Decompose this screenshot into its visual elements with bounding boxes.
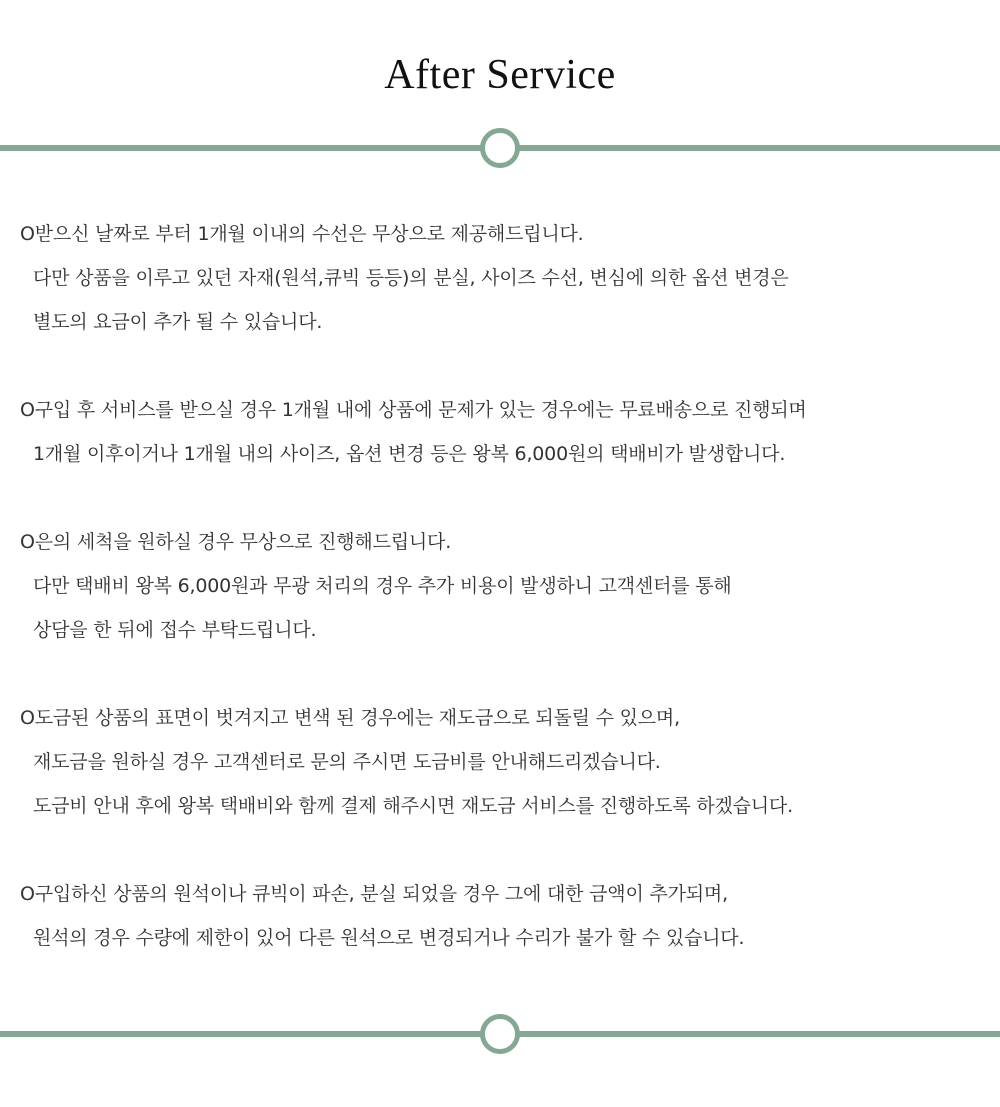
after-service-content [20,212,990,1004]
circle-ornament-icon [480,128,520,168]
page-title: After Service [384,52,616,98]
policy-line: 도금비 안내 후에 왕복 택배비와 함께 결제 해주시면 재도금 서비스를 진행하도록 하겠습니다. [33,795,793,817]
policy-line: 다만 택배비 왕복 6,000원과 무광 처리의 경우 추가 비용이 발생하니 고객센터를 통해 [33,575,732,597]
top-divider [0,128,1000,168]
policy-line: O구입하신 상품의 원석이나 큐빅이 파손, 분실 되었을 경우 그에 대한 금액이 추가되며, [20,883,728,905]
policy-line: 상담을 한 뒤에 접수 부탁드립니다. [33,619,317,641]
policy-section-4 [20,696,990,828]
policy-line: O은의 세척을 원하실 경우 무상으로 진행해드립니다. [20,531,452,553]
policy-line: 재도금을 원하실 경우 고객센터로 문의 주시면 도금비를 안내해드리겠습니다. [33,751,661,773]
policy-section-2 [20,388,990,476]
policy-line: O받으신 날짜로 부터 1개월 이내의 수선은 무상으로 제공해드립니다. [20,223,584,245]
circle-ornament-icon [480,1014,520,1054]
policy-line: 1개월 이후이거나 1개월 내의 사이즈, 옵션 변경 등은 왕복 6,000원의 택배비가 발생합니다. [33,443,786,465]
policy-line: 다만 상품을 이루고 있던 자재(원석,큐빅 등등)의 분실, 사이즈 수선, 변심에 의한 옵션 변경은 [33,267,789,289]
policy-section-1 [20,212,990,344]
policy-section-5 [20,872,990,960]
bottom-divider [0,1014,1000,1054]
policy-section-3 [20,520,990,652]
policy-line: 별도의 요금이 추가 될 수 있습니다. [33,311,323,333]
policy-line: O구입 후 서비스를 받으실 경우 1개월 내에 상품에 문제가 있는 경우에는 무료배송으로 진행되며 [20,399,807,421]
policy-line: O도금된 상품의 표면이 벗겨지고 변색 된 경우에는 재도금으로 되돌릴 수 있으며, [20,707,680,729]
policy-line: 원석의 경우 수량에 제한이 있어 다른 원석으로 변경되거나 수리가 불가 할 수 있습니다. [33,927,745,949]
